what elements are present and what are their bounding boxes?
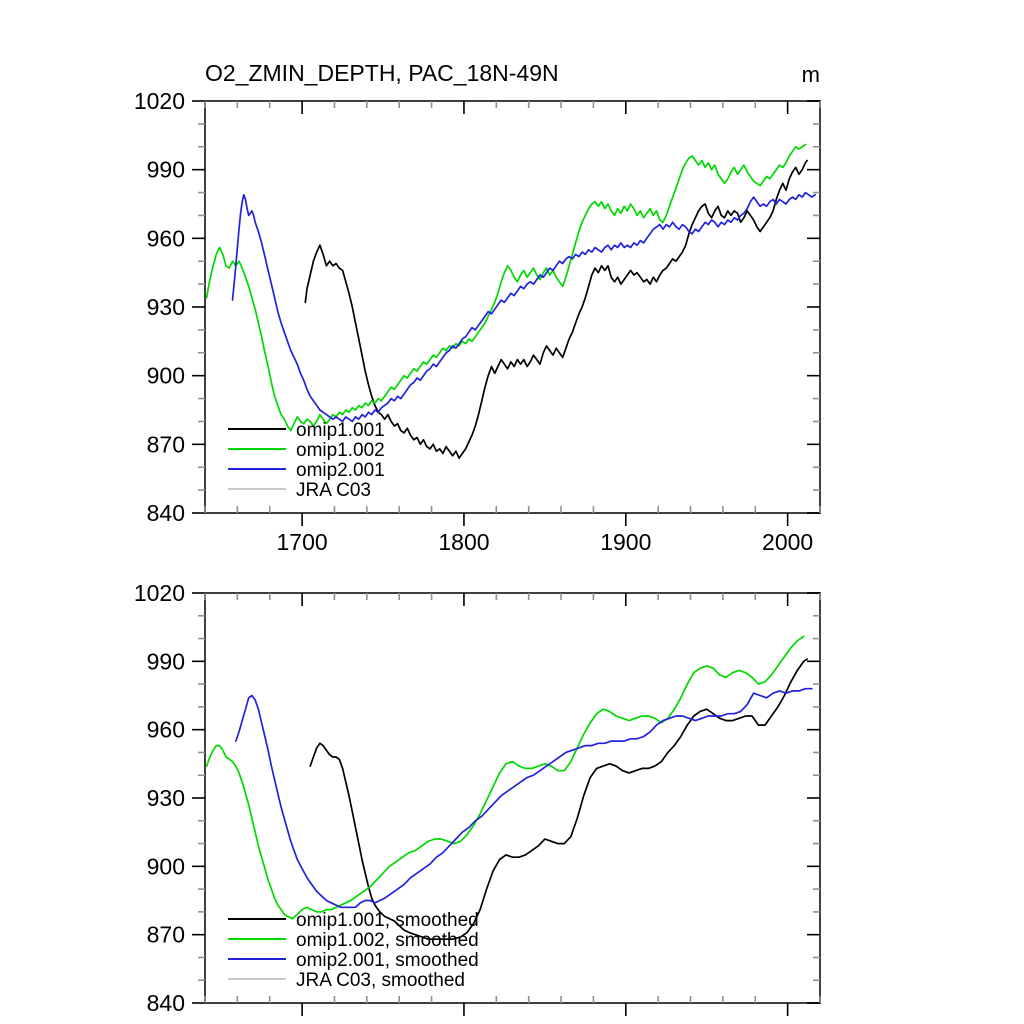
tick-labels	[134, 580, 185, 1016]
legend-label: omip2.001, smoothed	[296, 950, 479, 971]
series-lines	[207, 145, 816, 459]
tick-labels	[134, 88, 813, 555]
legend-label: omip1.002	[296, 440, 385, 461]
legend-label: JRA C03	[296, 480, 371, 501]
y-tick-label: 840	[146, 500, 185, 526]
legend-label: omip1.002, smoothed	[296, 930, 479, 951]
series-line-omip1-002-smoothed	[207, 636, 804, 918]
y-tick-label: 840	[146, 990, 185, 1016]
chart-raw	[134, 88, 820, 555]
series-lines	[207, 636, 812, 939]
legend-label: omip2.001	[296, 460, 385, 481]
y-tick-label: 960	[146, 716, 185, 743]
legend	[228, 910, 479, 991]
series-line-omip1-002	[207, 145, 806, 431]
x-tick-label: 2000	[762, 529, 814, 555]
y-tick-label: 900	[146, 362, 185, 389]
legend-label: omip1.001, smoothed	[296, 910, 479, 931]
y-tick-label: 1020	[133, 580, 185, 606]
chart-title: O2_ZMIN_DEPTH, PAC_18N-49N	[205, 60, 559, 86]
legend	[228, 420, 385, 501]
y-tick-label: 870	[146, 431, 185, 458]
y-tick-label: 990	[146, 648, 185, 675]
series-line-omip1-001	[305, 161, 807, 459]
tick-marks	[192, 101, 820, 526]
y-tick-label: 930	[146, 785, 185, 811]
series-line-omip2-001-smoothed	[236, 689, 812, 908]
y-tick-label: 930	[146, 294, 185, 320]
series-line-omip2-001	[233, 193, 816, 422]
y-tick-label: 960	[146, 225, 185, 252]
y-tick-label: 1020	[133, 88, 185, 114]
tick-marks	[192, 593, 820, 1016]
legend-label: omip1.001	[296, 420, 385, 441]
x-tick-label: 1700	[276, 529, 328, 555]
chart-smoothed	[134, 580, 820, 1016]
x-tick-label: 1900	[600, 529, 652, 555]
unit-label: m	[801, 62, 820, 87]
y-tick-label: 900	[146, 853, 185, 880]
y-tick-label: 990	[146, 156, 185, 183]
x-tick-label: 1800	[438, 529, 490, 555]
y-tick-label: 870	[146, 921, 185, 948]
legend-label: JRA C03, smoothed	[296, 970, 465, 991]
